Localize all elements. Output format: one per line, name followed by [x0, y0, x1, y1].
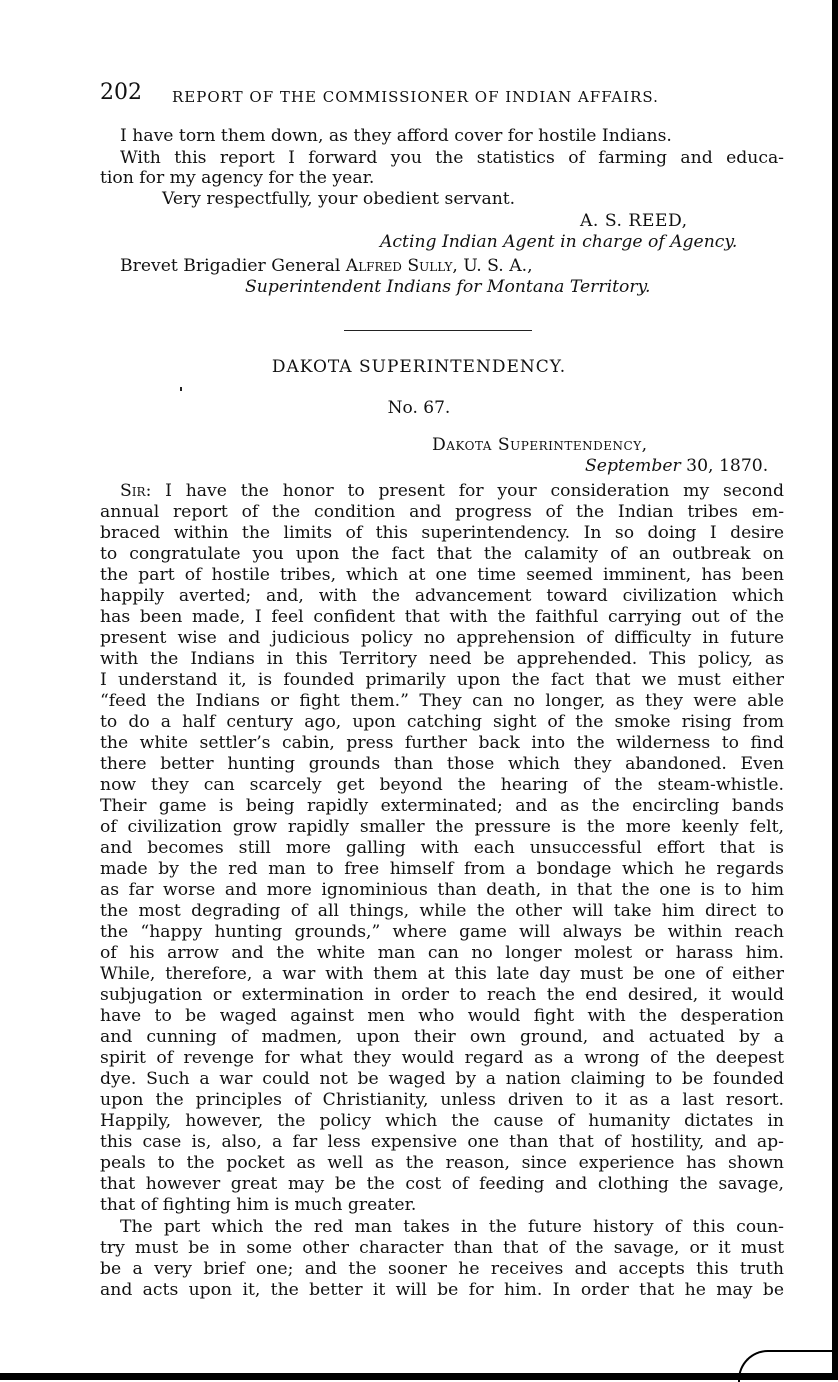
- paragraph-line: While, therefore, a war with them at this late day must be one of either: [100, 964, 784, 984]
- document-number: No. 67.: [387, 398, 451, 418]
- addressee-title: Superintendent Indians for Montana Territory.: [245, 277, 651, 297]
- signature-title: Acting Indian Agent in charge of Agency.: [380, 232, 738, 252]
- paragraph-line: dye. Such a war could not be waged by a nation claiming to be founded: [100, 1069, 784, 1089]
- page-header: [100, 80, 740, 110]
- paragraph-line: braced within the limits of this superintendency. In so doing I desire: [100, 523, 784, 543]
- paragraph-line: “feed the Indians or fight them.” They can no longer, as they were able: [100, 691, 784, 711]
- paragraph-line: and acts upon it, the better it will be for him. In order that he may be: [100, 1280, 784, 1300]
- dateline-place: Dakota Superintendency,: [432, 435, 648, 455]
- paragraph-line: peals to the pocket as well as the reason, since experience has shown: [100, 1153, 784, 1173]
- paragraph-line: made by the red man to free himself from a bondage which he regards: [100, 859, 784, 879]
- section-divider: [344, 330, 532, 331]
- paragraph-line: have to be waged against men who would fight with the desperation: [100, 1006, 784, 1026]
- paragraph-line-last: that of fighting him is much greater.: [100, 1195, 417, 1215]
- paragraph-line: the part of hostile tribes, which at one time seemed imminent, has been: [100, 565, 784, 585]
- scan-edge-bottom: [0, 1373, 838, 1380]
- paragraph-line: the white settler’s cabin, press further back into the wilderness to find: [100, 733, 784, 753]
- dateline-day-year: 30, 1870.: [680, 456, 769, 476]
- paragraph-line: of civilization grow rapidly smaller the pressure is the more keenly felt,: [100, 817, 784, 837]
- paragraph-line: that however great may be the cost of feeding and clothing the savage,: [100, 1174, 784, 1194]
- paragraph-line: has been made, I feel confident that with the faithful carrying out of the: [100, 607, 784, 627]
- page-number: 202: [100, 80, 142, 105]
- paragraph-line: happily averted; and, with the advancement toward civilization which: [100, 586, 784, 606]
- addressee-line: [120, 256, 533, 277]
- text-line: tion for my agency for the year.: [100, 168, 375, 188]
- dateline-date: [585, 456, 768, 477]
- addressee-prefix: Brevet Brigadier General: [120, 256, 341, 276]
- paragraph-line: now they can scarcely get beyond the hearing of the steam-whistle.: [100, 775, 784, 795]
- addressee-name: Alfred Sully: [345, 256, 453, 276]
- paragraph-line: present wise and judicious policy no apprehension of difficulty in future: [100, 628, 784, 648]
- paragraph-line: upon the principles of Christianity, unless driven to it as a last resort.: [100, 1090, 784, 1110]
- scan-edge-right: [832, 0, 838, 1380]
- paragraph-text: : I have the honor to present for your consideration my second: [145, 481, 784, 501]
- paragraph-line: the “happy hunting grounds,” where game will always be within reach: [100, 922, 784, 942]
- paragraph-line: this case is, also, a far less expensive one than that of hostility, and ap-: [100, 1132, 784, 1152]
- paragraph-line: with the Indians in this Territory need be apprehended. This policy, as: [100, 649, 784, 669]
- running-head: REPORT OF THE COMMISSIONER OF INDIAN AFFAIRS.: [172, 88, 659, 106]
- paragraph-line: spirit of revenge for what they would regard as a wrong of the deepest: [100, 1048, 784, 1068]
- ink-speck: [180, 387, 182, 391]
- paragraph-line: try must be in some other character than that of the savage, or it must: [100, 1238, 784, 1258]
- paragraph-line: Happily, however, the policy which the cause of humanity dictates in: [100, 1111, 784, 1131]
- paragraph-line: of his arrow and the white man can no longer molest or harass him.: [100, 943, 784, 963]
- paragraph-line: there better hunting grounds than those which they abandoned. Even: [100, 754, 784, 774]
- paragraph-line: to congratulate you upon the fact that the calamity of an outbreak on: [100, 544, 784, 564]
- text-line: I have torn them down, as they afford cover for hostile Indians.: [120, 126, 672, 146]
- paragraph-line: I understand it, is founded primarily upon the fact that we must either: [100, 670, 784, 690]
- paragraph-line: the most degrading of all things, while the other will take him direct to: [100, 901, 784, 921]
- paragraph-line: as far worse and more ignominious than death, in that the one is to him: [100, 880, 784, 900]
- paragraph-line-first: [120, 481, 784, 502]
- paragraph-line: be a very brief one; and the sooner he receives and accepts this truth: [100, 1259, 784, 1279]
- paragraph-line: and cunning of madmen, upon their own ground, and actuated by a: [100, 1027, 784, 1047]
- section-title: DAKOTA SUPERINTENDENCY.: [271, 357, 567, 377]
- paragraph-line: Their game is being rapidly exterminated; and as the encircling bands: [100, 796, 784, 816]
- paragraph-line-first: The part which the red man takes in the future history of this coun-: [120, 1217, 784, 1237]
- text-line: With this report I forward you the statistics of farming and educa-: [120, 148, 784, 168]
- addressee-suffix: , U. S. A.,: [452, 256, 533, 276]
- paragraph-line: to do a half century ago, upon catching sight of the smoke rising from: [100, 712, 784, 732]
- paragraph-line: subjugation or extermination in order to reach the end desired, it would: [100, 985, 784, 1005]
- signature-name: A. S. REED,: [580, 211, 688, 231]
- letter-closing: Very respectfully, your obedient servant.: [162, 189, 516, 209]
- salutation: Sir: [120, 481, 146, 501]
- dateline-month: September: [585, 456, 681, 476]
- paragraph-line: annual report of the condition and progress of the Indian tribes em-: [100, 502, 784, 522]
- paragraph-line: and becomes still more galling with each unsuccessful effort that is: [100, 838, 784, 858]
